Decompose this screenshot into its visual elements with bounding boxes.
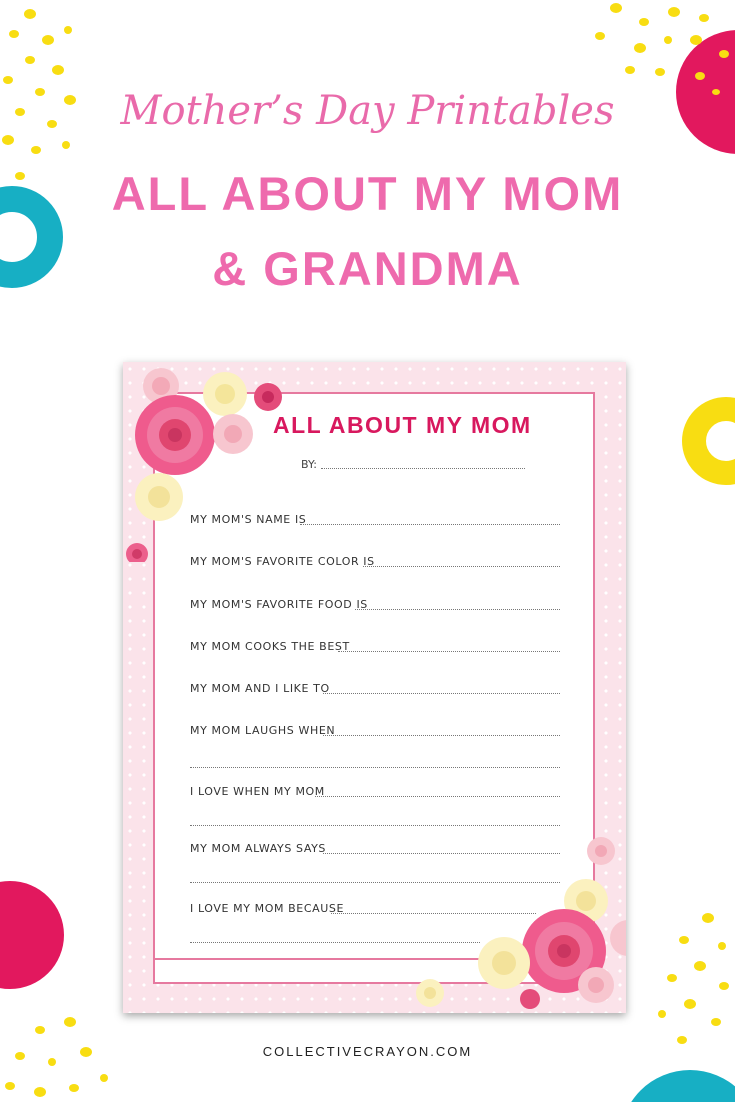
- by-label: BY:: [301, 458, 317, 471]
- answer-line: [331, 913, 536, 914]
- answer-line: [323, 853, 560, 854]
- footer-site-url[interactable]: COLLECTIVECRAYON.COM: [262, 1044, 473, 1059]
- by-answer-line: [321, 468, 525, 469]
- question-love-because: I LOVE MY MOM BECAUSE: [190, 902, 345, 915]
- answer-line: [338, 651, 560, 652]
- question-always-says: MY MOM ALWAYS SAYS: [190, 842, 326, 855]
- question-favorite-food: MY MOM'S FAVORITE FOOD IS: [190, 598, 368, 611]
- answer-line: [323, 735, 560, 736]
- answer-line: [363, 566, 560, 567]
- magenta-circle-bottom-left: [0, 881, 64, 989]
- banner-title-line-1: ALL ABOUT MY MOM: [111, 167, 624, 220]
- banner-subtitle: Mother’s Day Printables: [120, 88, 615, 134]
- answer-line: [323, 693, 560, 694]
- answer-line: [315, 796, 560, 797]
- answer-line-extra: [190, 942, 480, 943]
- question-laughs-when: MY MOM LAUGHS WHEN: [190, 724, 336, 737]
- question-like-to: MY MOM AND I LIKE TO: [190, 682, 330, 695]
- question-cooks-best: MY MOM COOKS THE BEST: [190, 640, 350, 653]
- answer-line-extra: [190, 825, 560, 826]
- answer-line: [355, 609, 560, 610]
- question-name: MY MOM'S NAME IS: [190, 513, 307, 526]
- banner-title-line-2: & GRANDMA: [212, 242, 523, 295]
- flower-cluster-top-left: [123, 362, 293, 562]
- yellow-ring-right: [694, 409, 735, 473]
- flower-cluster-bottom-right: [396, 833, 626, 1013]
- worksheet-title: ALL ABOUT MY MOM: [273, 412, 532, 438]
- worksheet-preview: [123, 362, 626, 1013]
- teal-circle-bottom-right: [620, 1070, 735, 1102]
- question-favorite-color: MY MOM'S FAVORITE COLOR IS: [190, 555, 375, 568]
- answer-line-extra: [190, 767, 560, 768]
- question-love-when: I LOVE WHEN MY MOM: [190, 785, 325, 798]
- answer-line: [300, 524, 560, 525]
- answer-line-extra: [190, 882, 560, 883]
